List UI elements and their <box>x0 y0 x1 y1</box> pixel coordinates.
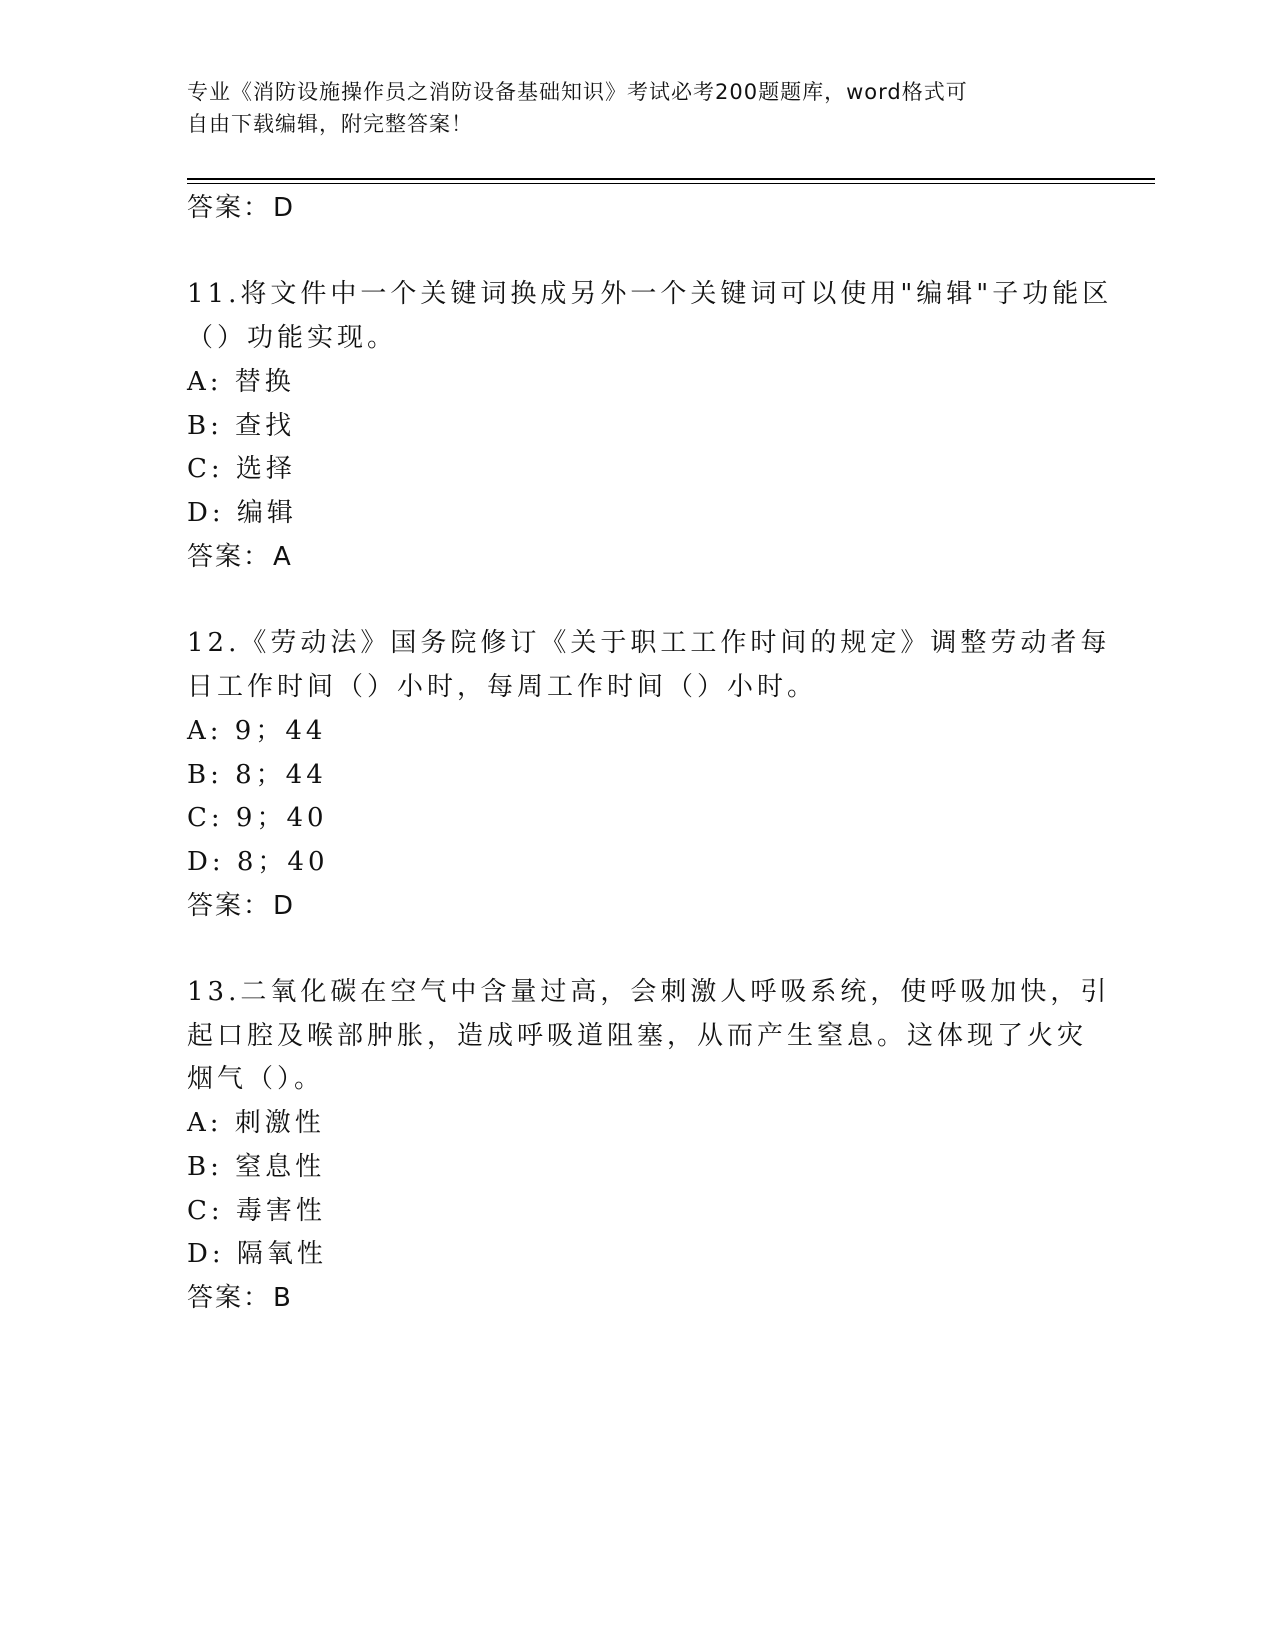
question-13-option-c: C: 毒害性 <box>187 1196 326 1226</box>
document-header <box>187 76 1067 140</box>
question-13-option-d: D: 隔氧性 <box>187 1239 327 1269</box>
question-11-stem-line-2: （）功能实现。 <box>187 323 398 353</box>
header-divider-thin <box>187 183 1155 184</box>
question-11-answer <box>187 541 293 573</box>
question-11-option-c: C: 选择 <box>187 454 296 484</box>
question-11-stem-line-1: 11.将文件中一个关键词换成另外一个关键词可以使用"编辑"子功能区 <box>187 279 1113 309</box>
question-12-stem-line-2: 日工作时间（）小时，每周工作时间（）小时。 <box>187 672 818 702</box>
answer-value: A <box>273 542 293 572</box>
header-line-2: 自由下载编辑，附完整答案！ <box>187 112 473 136</box>
question-12-option-d: D: 8；40 <box>187 847 329 877</box>
answer-label: 答案： <box>187 193 272 223</box>
question-13-option-a: A: 刺激性 <box>187 1108 325 1138</box>
question-11-option-a: A: 替换 <box>187 367 295 397</box>
question-13-option-b: B: 窒息性 <box>187 1152 326 1182</box>
answer-value: B <box>273 1283 293 1313</box>
answer-label: 答案： <box>187 1283 272 1313</box>
question-12-option-a: A: 9；44 <box>187 716 327 746</box>
question-13-answer <box>187 1282 293 1314</box>
answer-value: D <box>273 193 296 223</box>
question-11-option-d: D: 编辑 <box>187 498 297 528</box>
question-13-stem-line-2: 起口腔及喉部肿胀，造成呼吸道阻塞，从而产生窒息。这体现了火灾 <box>187 1021 1088 1051</box>
answer-label: 答案： <box>187 891 272 921</box>
question-12-option-b: B: 8；44 <box>187 760 327 790</box>
question-12-answer <box>187 890 295 922</box>
question-13-stem-line-1: 13.二氧化碳在空气中含量过高，会刺激人呼吸系统，使呼吸加快，引 <box>187 977 1111 1007</box>
answer-value: D <box>273 891 296 921</box>
header-line-1: 专业《消防设施操作员之消防设备基础知识》考试必考200题题库，word格式可 <box>187 80 968 104</box>
header-divider-thick <box>187 178 1155 180</box>
question-13-stem-line-3: 烟气（）。 <box>187 1064 325 1094</box>
question-12-stem-line-1: 12.《劳动法》国务院修订《关于职工工作时间的规定》调整劳动者每 <box>187 628 1111 658</box>
answer-label: 答案： <box>187 542 272 572</box>
question-11-option-b: B: 查找 <box>187 411 296 441</box>
prev-answer-line <box>187 192 295 224</box>
question-12-option-c: C: 9；40 <box>187 803 328 833</box>
